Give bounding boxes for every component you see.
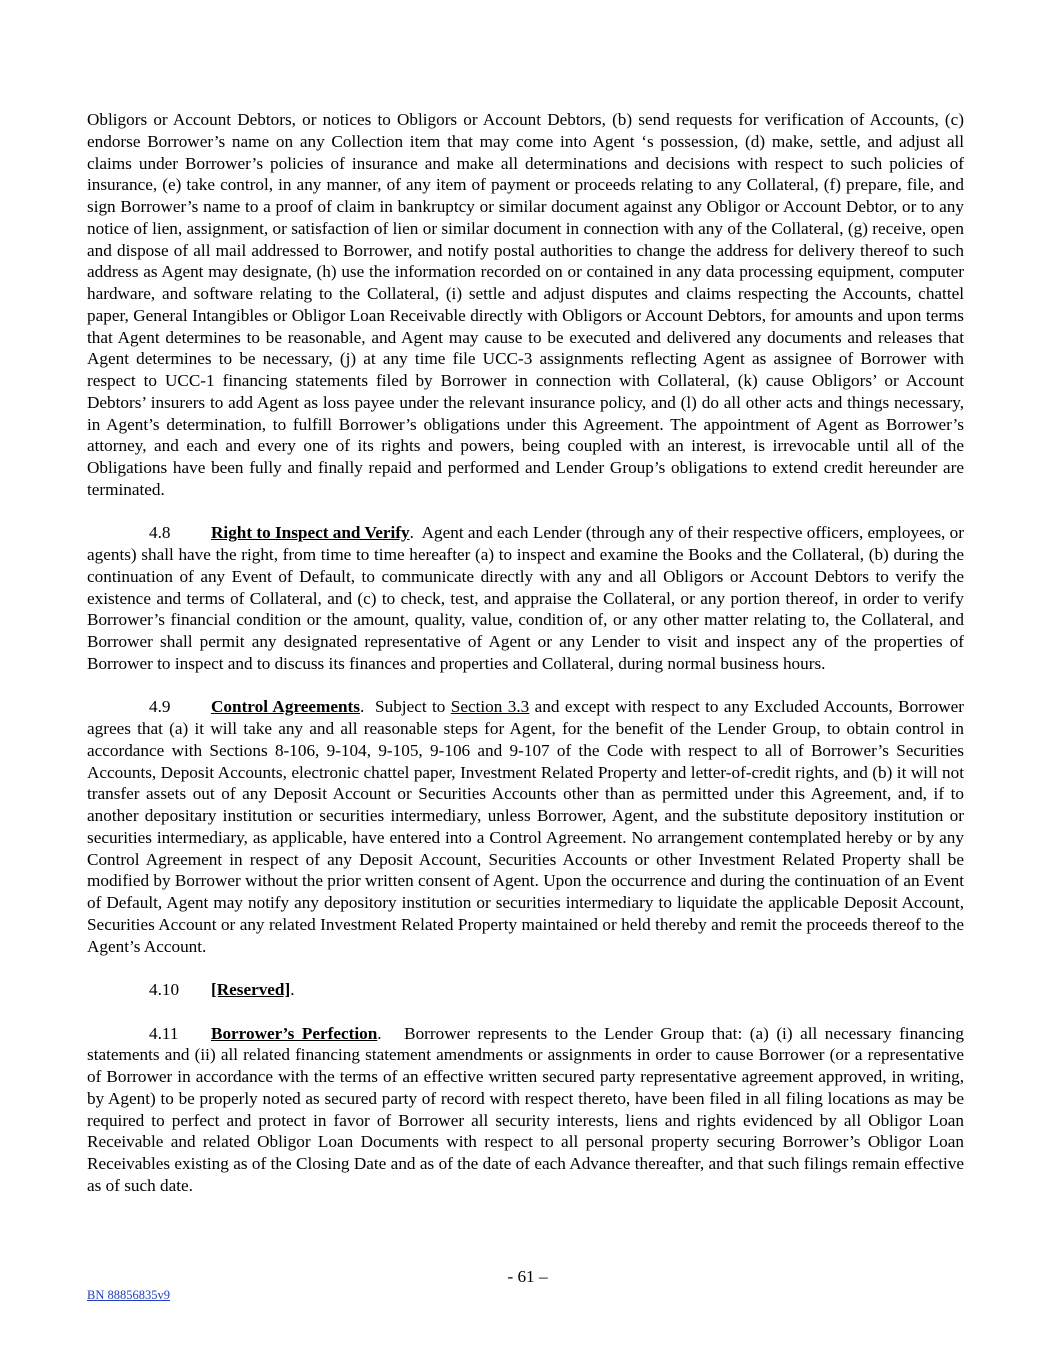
section-title: Right to Inspect and Verify — [211, 523, 410, 543]
section-4-9-paragraph — [87, 696, 964, 957]
section-title-punct: . — [409, 523, 414, 543]
section-title: [Reserved] — [211, 980, 291, 999]
section-body: and except with respect to any Excluded Accounts, Borrower agrees that (a) it will take any and all reasonable steps for Agent, for the benefit of the Lender Group, to obtain control in accordance with Sections 8-106, 9-104, 9-105, 9-106 and 9-107 of the Code with respect to all of Borrower’s Securities Accounts, Deposit Accounts, electronic chattel paper, Investment Related Property and letter-of-credit rights, and (b) it will not transfer assets out of any Deposit Account or Securities Accounts other than as permitted under this Agreement, and, if to another depositary institution or securities intermediary, unless Borrower, Agent, and the substitute depository institution or securities intermediary, as applicable, have entered into a Control Agreement. No arrangement contemplated hereby or by any Control Agreement in respect of any Deposit Account, Securities Accounts or other Investment Related Property shall be modified by Borrower without the prior written consent of Agent. Upon the occurrence and during the continuation of an Event of Default, Agent may notify any depository institution or securities intermediary to liquidate the applicable Deposit Account, Securities Account or any related Investment Related Property maintained or held thereby and remit the proceeds thereof to the Agent’s Account. — [87, 697, 964, 956]
section-title: Borrower’s Perfection — [211, 1023, 378, 1043]
section-body: Borrower represents to the Lender Group that: (a) (i) all necessary financing statements and (ii) all related financing statement amendments or assignments in order to cause Borrower (or a representative of Borrower in accordance with the terms of an effective written secured party representative agreement approved, in writing, by Agent) to be properly noted as secured party of record with respect thereto, have been filed in all filing locations as may be required to perfect and protect in favor of Borrower all security interests, liens and rights evidenced by all Obligor Loan Receivable and related Obligor Loan Documents with respect to all personal property securing Borrower’s Obligor Loan Receivables existing as of the Closing Date and as of the date of each Advance thereafter, and that such filings remain effective as of such date. — [87, 1023, 964, 1195]
cross-reference-link[interactable]: Section 3.3 — [450, 697, 530, 717]
section-number: 4.10 — [149, 980, 180, 999]
section-4-8-paragraph — [87, 522, 964, 674]
section-title-punct: . — [359, 697, 365, 717]
paragraph-gap — [87, 1001, 964, 1023]
section-number: 4.9 — [149, 697, 171, 717]
section-title: Control Agreements — [211, 697, 360, 717]
section-body: Agent and each Lender (through any of their respective officers, employees, or agents) shall have the right, from time to time hereafter (a) to inspect and examine the Books and the Collateral, (b) during the continuation of any Event of Default, to communicate directly with any and all Obligors or Account Debtors to verify the existence and terms of Collateral, and (c) to check, test, and appraise the Collateral, or any portion thereof, in order to verify Borrower’s financial condition or the amount, quality, value, condition of, or any other matter relating to, the Collateral, and Borrower shall permit any designated representative of Agent or any Lender to visit and inspect any of the properties of Borrower to inspect and to discuss its finances and properties and Collateral, during normal business hours. — [87, 523, 964, 673]
section-body-intro: Subject to — [375, 697, 451, 717]
section-title-punct: . — [377, 1023, 382, 1043]
paragraph-gap — [87, 957, 964, 979]
paragraph-gap — [87, 501, 964, 523]
page-number: - 61 – — [507, 1267, 548, 1286]
continuation-paragraph: Obligors or Account Debtors, or notices to Obligors or Account Debtors, (b) send requests for verification of Accounts, (c) endorse Borrower’s name on any Collection item that may come into Agent ‘s possession, (d) make, settle, and adjust all claims under Borrower’s policies of insurance and make all determinations and decisions with respect to such policies of insurance, (e) take control, in any manner, of any item of payment or proceeds relating to any Collateral, (f) prepare, file, and sign Borrower’s name to a proof of claim in bankruptcy or similar document against any Obligor or Account Debtor, or to any notice of lien, assignment, or satisfaction of lien or similar document in connection with any of the Collateral, (g) receive, open and dispose of all mail addressed to Borrower, and notify postal authorities to change the address for delivery thereof to such address as Agent may designate, (h) use the information recorded on or contained in any data processing equipment, computer hardware, and software relating to the Collateral, (i) settle and adjust disputes and claims respecting the Accounts, chattel paper, General Intangibles or Obligor Loan Receivable directly with Obligors or Account Debtors, for amounts and upon terms that Agent determines to be reasonable, and Agent may cause to be executed and delivered any documents and releases that Agent determines to be necessary, (j) at any time file UCC-3 assignments reflecting Agent as assignee of Borrower with respect to UCC-1 financing statements filed by Borrower in connection with Collateral, (k) cause Obligors’ or Account Debtors’ insurers to add Agent as loss payee under the relevant insurance policy, and (l) do all other acts and things necessary, in Agent’s determination, to fulfill Borrower’s obligations under this Agreement. The appointment of Agent as Borrower’s attorney, and each and every one of its rights and powers, being coupled with an interest, is irrevocable until all of the Obligations have been fully and finally repaid and performed and Lender Group’s obligations to extend credit hereunder are terminated. — [87, 110, 964, 499]
document-id-link[interactable]: BN 88856835v9 — [87, 1288, 170, 1302]
section-number: 4.8 — [149, 523, 171, 543]
document-page — [87, 109, 964, 1197]
section-title-punct: . — [290, 980, 295, 999]
section-4-11-paragraph — [87, 1023, 964, 1197]
section-number: 4.11 — [149, 1023, 179, 1043]
section-4-10-paragraph — [87, 979, 964, 1001]
paragraph-gap — [87, 675, 964, 697]
